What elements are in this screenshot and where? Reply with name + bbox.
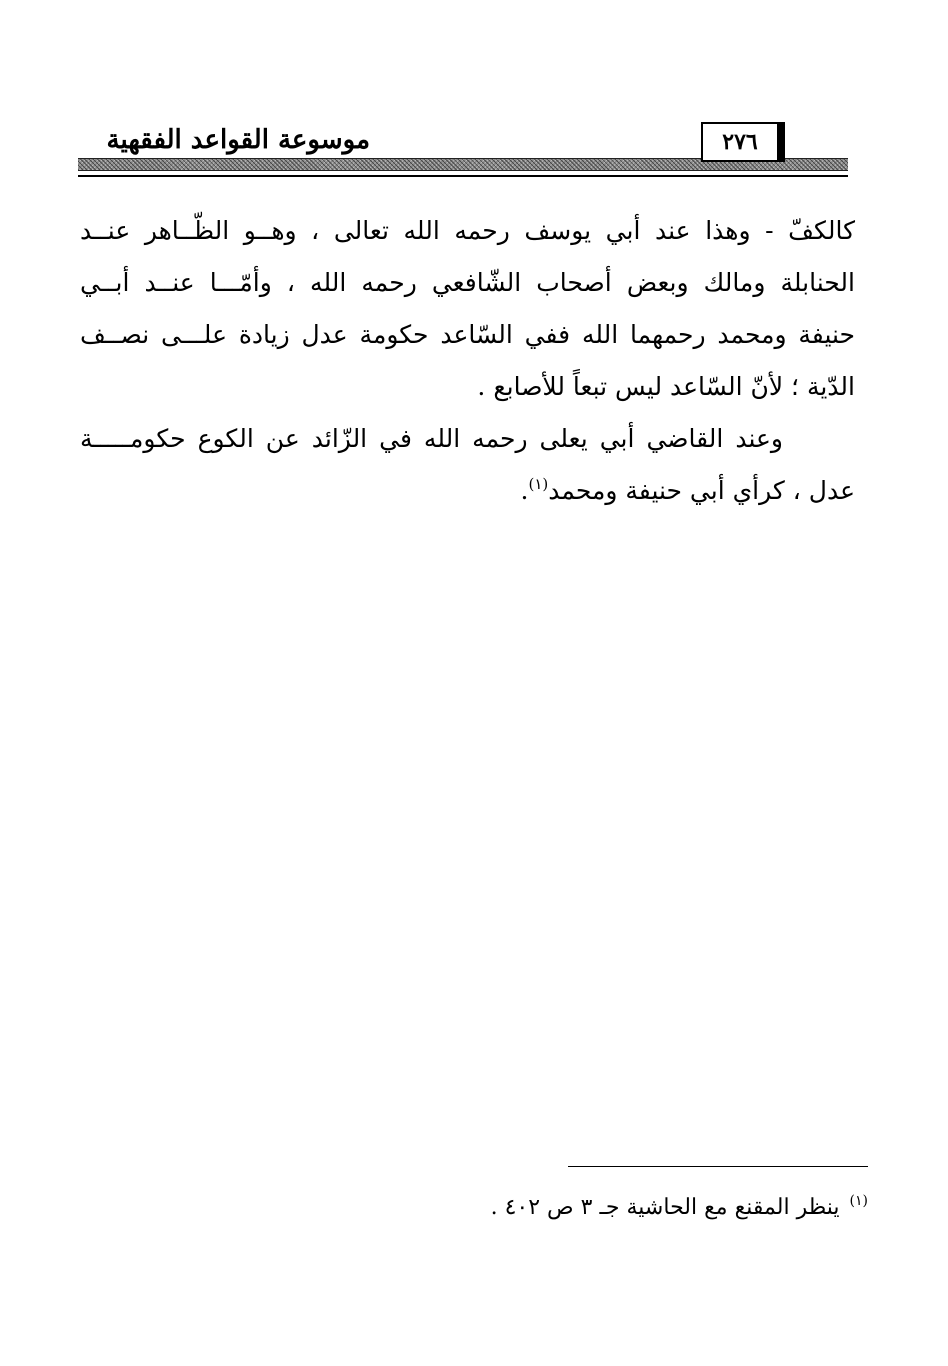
text-line: الدّية ؛ لأنّ السّاعد ليس تبعاً للأصابع . bbox=[477, 372, 855, 401]
text-line: حنيفة ومحمد رحمهما الله ففي السّاعد حكومة عدل زيادة علـــى نصــف bbox=[80, 320, 855, 349]
text-line-with-footnote bbox=[80, 465, 855, 517]
footnote-separator bbox=[568, 1166, 868, 1167]
sentence-end: . bbox=[520, 476, 529, 505]
footnote-text: ينظر المقنع مع الحاشية جـ ٣ ص ٤٠٢ . bbox=[490, 1195, 840, 1220]
page-number: ٢٧٦ bbox=[701, 122, 779, 162]
footnote-number: (١) bbox=[849, 1193, 868, 1209]
footnote bbox=[300, 1188, 868, 1230]
footnote-reference: (١) bbox=[528, 475, 549, 493]
main-text bbox=[80, 205, 855, 517]
header-rule bbox=[78, 175, 848, 177]
text-line: وعند القاضي أبي يعلى رحمه الله في الزّائد عن الكوع حكومـــــة bbox=[80, 424, 783, 453]
header-title: موسوعة القواعد الفقهية bbox=[106, 125, 370, 155]
text-segment: عدل ، كرأي أبي حنيفة ومحمد bbox=[548, 476, 855, 505]
text-line: كالكفّ - وهذا عند أبي يوسف رحمه الله تعالى ، وهــو الظّــاهر عنــد bbox=[80, 216, 855, 245]
text-line: الحنابلة ومالك وبعض أصحاب الشّافعي رحمه الله ، وأمّـــا عنــد أبــي bbox=[80, 268, 855, 297]
